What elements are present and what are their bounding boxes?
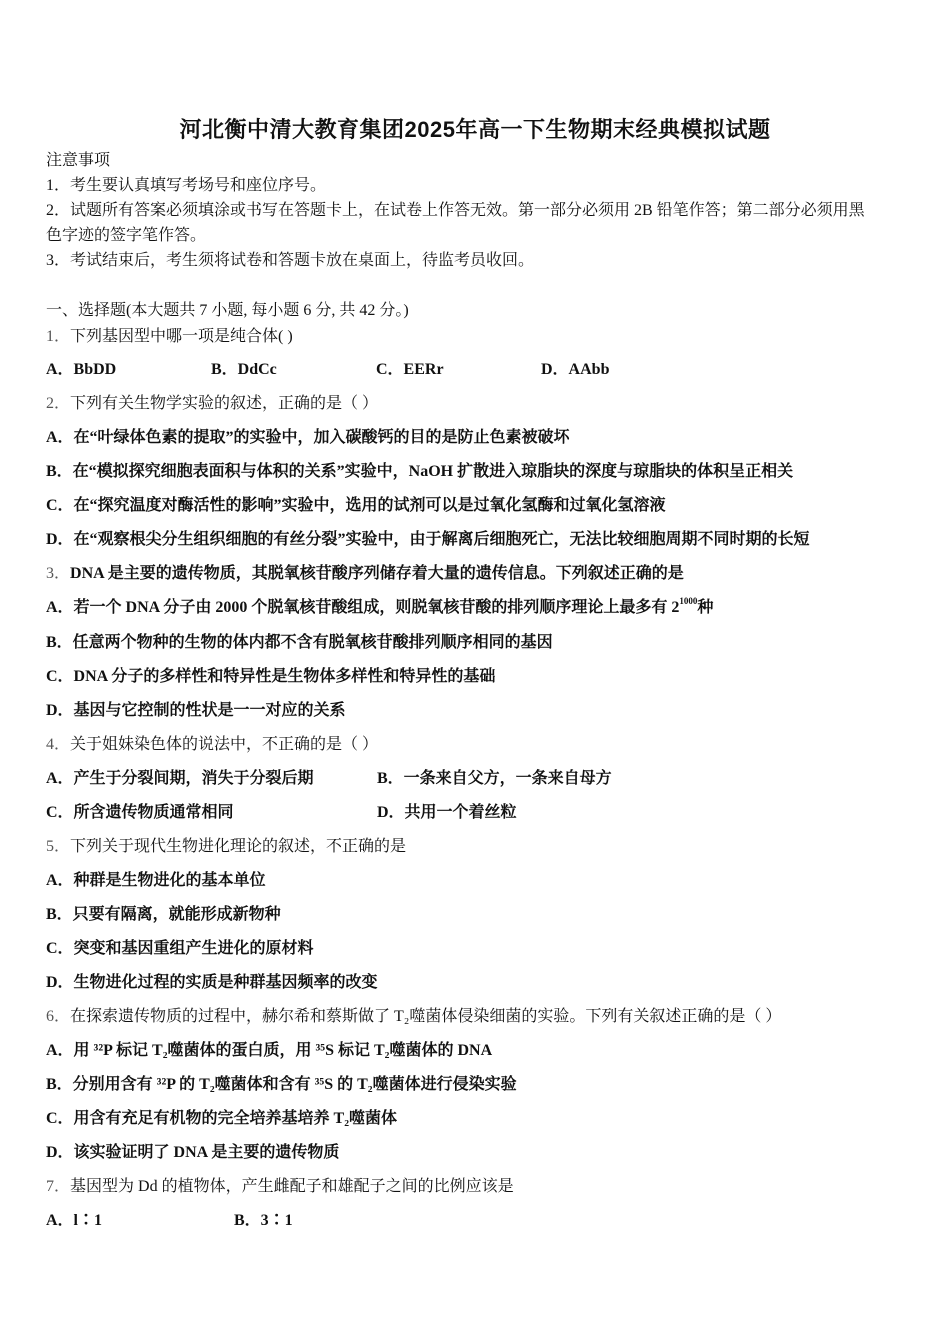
notice-item: 色字迹的签字笔作答。 [46, 227, 207, 244]
option-c: C．突变和基因重组产生进化的原材料 [46, 940, 314, 957]
option-d: D．共用一个着丝粒 [377, 804, 517, 821]
option-a: A．l∶1 [46, 1212, 103, 1229]
option-d: D．生物进化过程的实质是种群基因频率的改变 [46, 974, 378, 991]
option-b: B．DdCc [211, 361, 277, 378]
question-text: 下列基因型中哪一项是纯合体( ) [70, 328, 293, 345]
question-7-stem [46, 1177, 514, 1197]
option-a: A．在“叶绿体色素的提取”的实验中，加入碳酸钙的目的是防止色素被破坏 [46, 429, 570, 446]
question-number: 2． [46, 395, 71, 412]
question-text: 下列关于现代生物进化理论的叙述，不正确的是 [70, 838, 407, 855]
option-b: B．只要有隔离，就能形成新物种 [46, 906, 281, 923]
option-b: B．分别用含有 ³²P 的 T₂噬菌体和含有 ³⁵S 的 T₂噬菌体进行侵染实验 [46, 1076, 517, 1093]
option-a: A．BbDD [46, 361, 117, 378]
question-5-stem [46, 837, 406, 857]
question-number: 3． [46, 565, 71, 582]
option-b: B．3∶1 [234, 1212, 293, 1229]
option-a: A．用 ³²P 标记 T₂噬菌体的蛋白质，用 ³⁵S 标记 T₂噬菌体的 DNA [46, 1042, 493, 1059]
question-text: 关于姐妹染色体的说法中，不正确的是（ ） [70, 736, 379, 753]
option-c: C．所含遗传物质通常相同 [46, 804, 234, 821]
option-c: C．EERr [376, 361, 444, 378]
question-text: 下列有关生物学实验的叙述，正确的是（ ） [70, 395, 379, 412]
question-text: DNA 是主要的遗传物质，其脱氧核苷酸序列储存着大量的遗传信息。下列叙述正确的是 [70, 565, 684, 582]
question-text: 在探索遗传物质的过程中，赫尔希和蔡斯做了 T₂噬菌体侵染细菌的实验。下列有关叙述正确的是（ ） [70, 1008, 782, 1025]
notice-item: 1．考生要认真填写考场号和座位序号。 [46, 177, 327, 194]
option-b: B．在“模拟探究细胞表面积与体积的关系”实验中，NaOH 扩散进入琼脂块的深度与琼脂块的体积呈正相关 [46, 463, 794, 480]
question-number: 1． [46, 328, 71, 345]
question-4-options-row2 [46, 803, 517, 823]
question-2-stem [46, 394, 378, 414]
page-title: 河北衡中清大教育集团2025年高一下生物期末经典模拟试题 [179, 117, 771, 142]
question-6-stem [46, 1007, 781, 1027]
option-a: A．种群是生物进化的基本单位 [46, 872, 266, 889]
option-c: C．DNA 分子的多样性和特异性是生物体多样性和特异性的基础 [46, 668, 496, 685]
notice-heading: 注意事项 [46, 152, 111, 169]
question-3-stem [46, 564, 684, 584]
option-b: B．任意两个物种的生物的体内都不含有脱氧核苷酸排列顺序相同的基因 [46, 634, 553, 651]
option-d: D．AAbb [541, 361, 610, 378]
option-c: C．在“探究温度对酶活性的影响”实验中，选用的试剂可以是过氧化氢酶和过氧化氢溶液 [46, 497, 666, 514]
option-text: A．若一个 DNA 分子由 2000 个脱氧核苷酸组成，则脱氧核苷酸的排列顺序理论上最多有 2 [46, 599, 680, 616]
section-heading: 一、选择题(本大题共 7 小题, 每小题 6 分, 共 42 分。) [46, 302, 409, 319]
option-a: A．产生于分裂间期，消失于分裂后期 [46, 770, 314, 787]
question-number: 5． [46, 838, 71, 855]
option-d: D．基因与它控制的性状是一一对应的关系 [46, 702, 346, 719]
question-1-stem [46, 327, 293, 347]
exponent: 1000 [679, 596, 698, 606]
question-7-options [46, 1211, 293, 1231]
option-text: 种 [697, 599, 714, 616]
option-b: B．一条来自父方，一条来自母方 [377, 770, 612, 787]
question-number: 6． [46, 1008, 71, 1025]
option-d: D．该实验证明了 DNA 是主要的遗传物质 [46, 1144, 340, 1161]
option-d: D．在“观察根尖分生组织细胞的有丝分裂”实验中，由于解离后细胞死亡，无法比较细胞周期不同时期的长短 [46, 531, 810, 548]
question-4-options-row1 [46, 769, 612, 789]
notice-item: 3．考试结束后，考生须将试卷和答题卡放在桌面上，待监考员收回。 [46, 252, 535, 269]
question-number: 4． [46, 736, 71, 753]
option-c: C．用含有充足有机物的完全培养基培养 T₂噬菌体 [46, 1110, 398, 1127]
question-text: 基因型为 Dd 的植物体，产生雌配子和雄配子之间的比例应该是 [70, 1178, 514, 1195]
question-1-options [46, 360, 609, 380]
notice-item: 2．试题所有答案必须填涂或书写在答题卡上，在试卷上作答无效。第一部分必须用 2B 铅笔作答；第二部分必须用黑 [46, 202, 865, 219]
option-a [46, 598, 713, 618]
question-number: 7． [46, 1178, 71, 1195]
question-4-stem [46, 735, 378, 755]
